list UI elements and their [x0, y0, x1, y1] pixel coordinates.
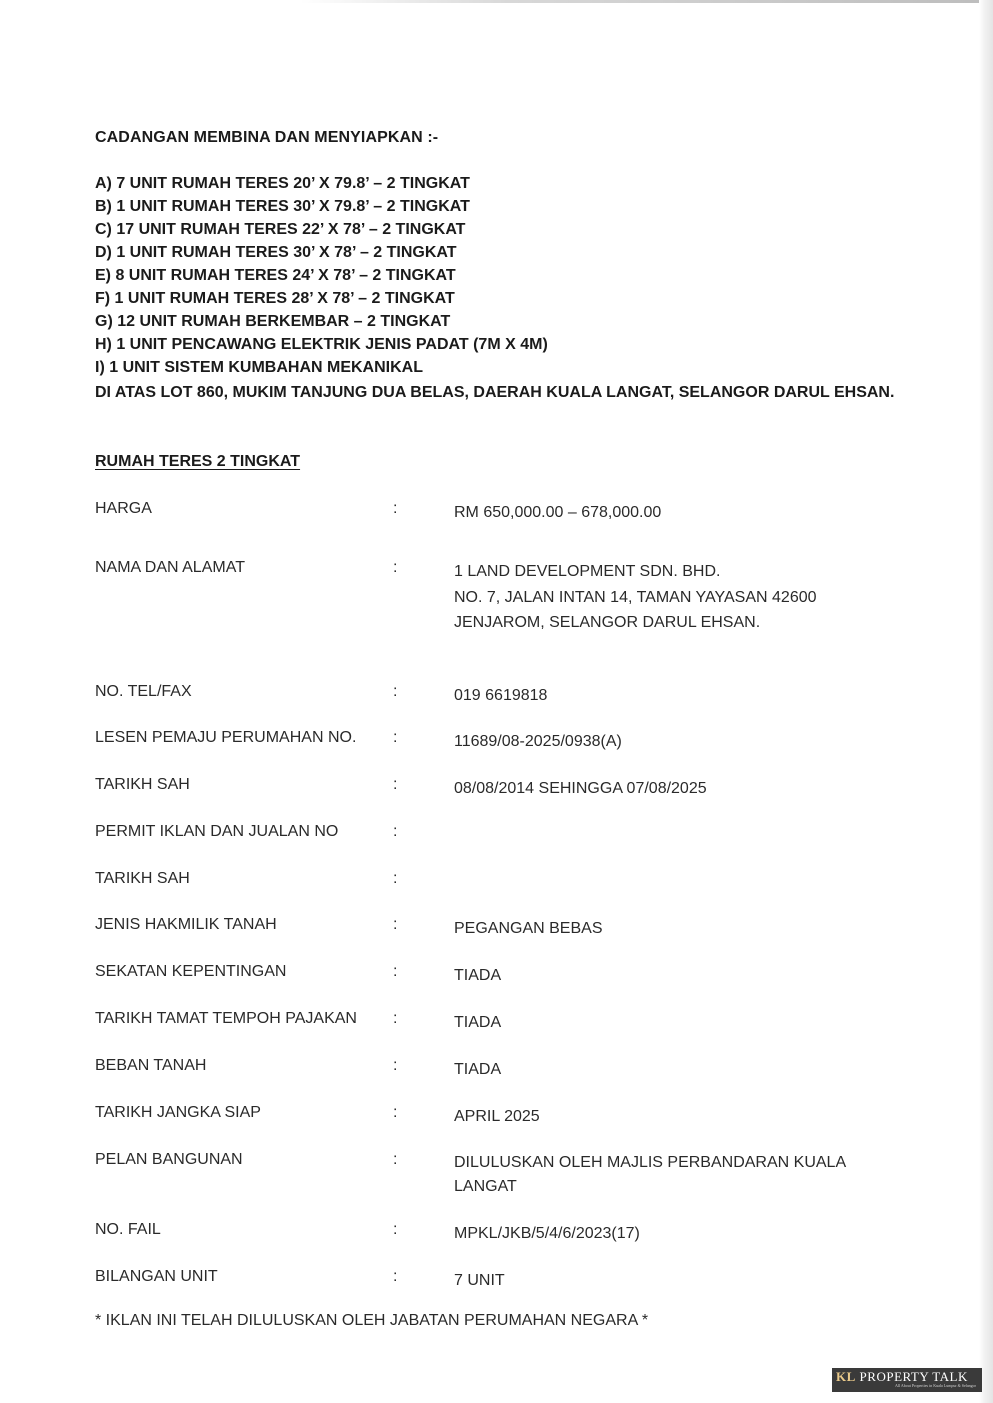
proposal-item-g: G) 12 UNIT RUMAH BERKEMBAR – 2 TINGKAT [95, 313, 451, 330]
detail-colon: : [393, 1057, 398, 1074]
proposal-item-b: B) 1 UNIT RUMAH TERES 30’ X 79.8’ – 2 TINGKAT [95, 198, 470, 215]
detail-colon: : [393, 1268, 398, 1285]
detail-label: NAMA DAN ALAMAT [95, 559, 245, 576]
detail-value: RM 650,000.00 – 678,000.00 [454, 504, 662, 521]
proposal-heading: CADANGAN MEMBINA DAN MENYIAPKAN :- [95, 129, 439, 146]
detail-value: TIADA [454, 967, 502, 984]
detail-value: 7 UNIT [454, 1272, 505, 1289]
detail-colon: : [393, 559, 398, 576]
detail-label: NO. FAIL [95, 1221, 161, 1238]
detail-colon: : [393, 870, 398, 887]
proposal-item-f: F) 1 UNIT RUMAH TERES 28’ X 78’ – 2 TINGKAT [95, 290, 455, 307]
detail-label: BILANGAN UNIT [95, 1268, 218, 1285]
detail-colon: : [393, 916, 398, 933]
location-statement: DI ATAS LOT 860, MUKIM TANJUNG DUA BELAS, DAERAH KUALA LANGAT, SELANGOR DARUL EHSAN. [95, 384, 895, 401]
detail-colon: : [393, 1104, 398, 1121]
proposal-item-i: I) 1 UNIT SISTEM KUMBAHAN MEKANIKAL [95, 359, 423, 376]
watermark-logo [832, 1368, 982, 1392]
detail-colon: : [393, 776, 398, 793]
address-line-2: NO. 7, JALAN INTAN 14, TAMAN YAYASAN 42600 [454, 588, 817, 606]
detail-label: TARIKH TAMAT TEMPOH PAJAKAN [95, 1010, 357, 1027]
detail-colon: : [393, 963, 398, 980]
detail-value: 11689/08-2025/0938(A) [454, 733, 622, 750]
detail-label: TARIKH SAH [95, 776, 190, 793]
detail-value: 08/08/2014 SEHINGGA 07/08/2025 [454, 780, 707, 797]
proposal-item-a: A) 7 UNIT RUMAH TERES 20’ X 79.8’ – 2 TINGKAT [95, 175, 470, 192]
detail-label: BEBAN TANAH [95, 1057, 207, 1074]
detail-value: 019 6619818 [454, 687, 548, 704]
detail-label: PERMIT IKLAN DAN JUALAN NO [95, 823, 339, 840]
detail-colon: : [393, 823, 398, 840]
watermark-tagline: All About Properties in Kuala Lumpur & Selangor [895, 1383, 976, 1388]
watermark-brand [836, 1370, 982, 1383]
watermark-brand-text: PROPERTY TALK [859, 1369, 968, 1384]
detail-label: SEKATAN KEPENTINGAN [95, 963, 287, 980]
proposal-item-d: D) 1 UNIT RUMAH TERES 30’ X 78’ – 2 TINGKAT [95, 244, 457, 261]
detail-label: HARGA [95, 500, 152, 517]
detail-label: PELAN BANGUNAN [95, 1151, 243, 1168]
detail-value: MPKL/JKB/5/4/6/2023(17) [454, 1225, 640, 1242]
pelan-line-1: DILULUSKAN OLEH MAJLIS PERBANDARAN KUALA [454, 1154, 847, 1171]
address-line-3: JENJAROM, SELANGOR DARUL EHSAN. [454, 614, 761, 631]
approval-footnote: * IKLAN INI TELAH DILULUSKAN OLEH JABATAN PERUMAHAN NEGARA * [95, 1312, 649, 1329]
detail-value [454, 1151, 894, 1198]
detail-value: TIADA [454, 1014, 502, 1031]
proposal-item-c: C) 17 UNIT RUMAH TERES 22’ X 78’ – 2 TINGKAT [95, 221, 466, 238]
detail-value: PEGANGAN BEBAS [454, 920, 603, 937]
detail-value: APRIL 2025 [454, 1108, 540, 1125]
detail-colon: : [393, 729, 398, 746]
detail-label: LESEN PEMAJU PERUMAHAN NO. [95, 729, 357, 746]
pelan-line-2: LANGAT [454, 1177, 517, 1195]
detail-colon: : [393, 1151, 398, 1168]
section-title: RUMAH TERES 2 TINGKAT [95, 453, 301, 470]
detail-value [454, 559, 894, 636]
detail-colon: : [393, 1010, 398, 1027]
proposal-item-h: H) 1 UNIT PENCAWANG ELEKTRIK JENIS PADAT (7M X 4M) [95, 336, 548, 353]
watermark-kl: KL [836, 1369, 856, 1384]
address-line-1: 1 LAND DEVELOPMENT SDN. BHD. [454, 563, 721, 580]
detail-label: JENIS HAKMILIK TANAH [95, 916, 277, 933]
detail-label: TARIKH SAH [95, 870, 190, 887]
detail-colon: : [393, 683, 398, 700]
detail-value: TIADA [454, 1061, 502, 1078]
detail-label: NO. TEL/FAX [95, 683, 192, 700]
detail-colon: : [393, 1221, 398, 1238]
page-right-edge [979, 0, 993, 1403]
detail-colon: : [393, 500, 398, 517]
proposal-item-e: E) 8 UNIT RUMAH TERES 24’ X 78’ – 2 TINGKAT [95, 267, 456, 284]
page-top-edge [300, 0, 993, 3]
detail-label: TARIKH JANGKA SIAP [95, 1104, 261, 1121]
